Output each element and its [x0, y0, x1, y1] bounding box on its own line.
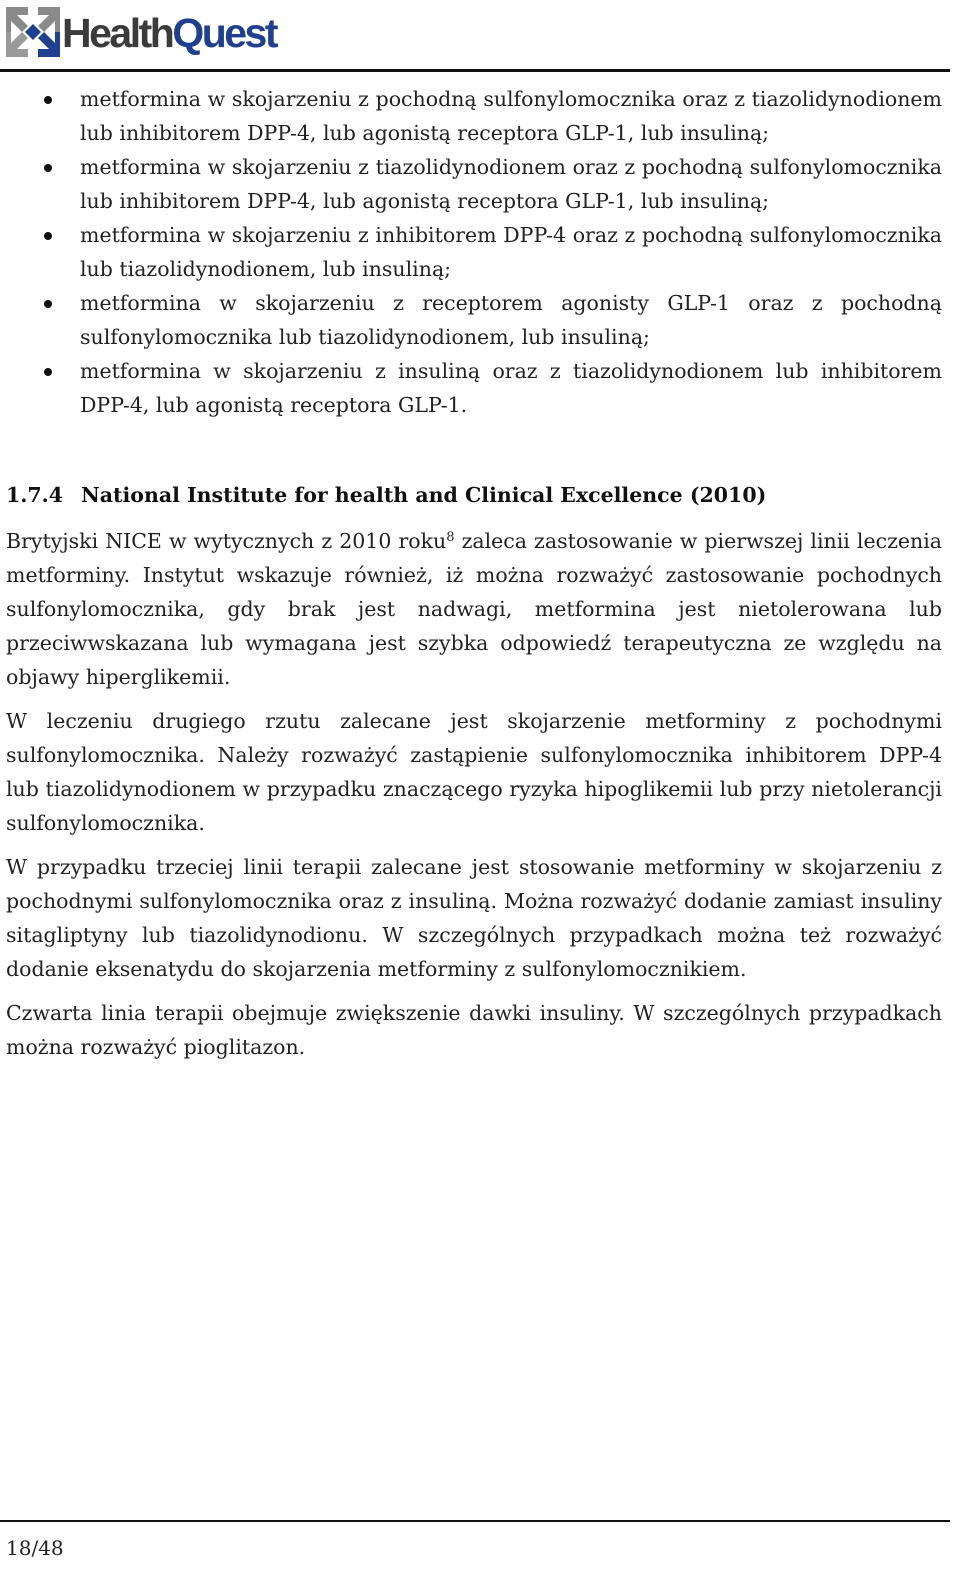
paragraph-2: W leczeniu drugiego rzutu zalecane jest skojarzenie metforminy z pochodnymi sulfonylomocznika. Należy rozważyć zastąpienie sulfonylomocznika inhibitorem DPP-4 lub tiazolidynodionem w przypadku znaczącego ryzyka hipoglikemii lub przy nietolerancji sulfonylomocznika.: [6, 709, 942, 835]
paragraph-1-start: Brytyjski NICE w wytycznych z 2010 roku: [6, 529, 447, 553]
page-header: [0, 0, 960, 72]
section-title: National Institute for health and Clinical Excellence (2010): [81, 483, 767, 507]
list-item: [6, 150, 942, 218]
list-item: [6, 82, 942, 150]
page-number: 18/48: [6, 1536, 64, 1560]
healthquest-logo: [4, 4, 276, 60]
logo-wordmark: [62, 9, 277, 56]
bullet-icon: [44, 368, 52, 376]
bullet-icon: [44, 232, 52, 240]
list-item-text: metformina w skojarzeniu z inhibitorem DPP-4 oraz z pochodną sulfonylomocznika lub tiazolidynodionem, lub insuliną;: [80, 223, 942, 281]
paragraph-4: Czwarta linia terapii obejmuje zwiększenie dawki insuliny. W szczególnych przypadkach można rozważyć pioglitazon.: [6, 1001, 942, 1059]
footer-divider: [0, 1520, 950, 1522]
header-divider: [0, 69, 950, 72]
four-arrow-cross-icon: [4, 5, 62, 59]
logo-quest-text: Quest: [172, 9, 277, 56]
list-item: [6, 354, 942, 422]
list-item: [6, 218, 942, 286]
list-item-text: metformina w skojarzeniu z insuliną oraz z tiazolidynodionem lub inhibitorem DPP-4, lub agonistą receptora GLP-1.: [80, 359, 942, 417]
paragraph-1-rest: zaleca zastosowanie w pierwszej linii leczenia metforminy. Instytut wskazuje również, iż można rozważyć zastosowanie pochodnych sulfonylomocznika, gdy brak jest nadwagi, metformina jest nietolerowana lub przeciwwskazana lub wymagana jest szybka odpowiedź terapeutyczna ze względu na objawy hiperglikemii.: [6, 529, 943, 689]
list-item-text: metformina w skojarzeniu z tiazolidynodionem oraz z pochodną sulfonylomocznika lub inhibitorem DPP-4, lub agonistą receptora GLP-1, lub insuliną;: [80, 155, 942, 213]
document-body: [6, 82, 942, 1064]
section-number: 1.7.4: [6, 483, 64, 507]
paragraph-3: W przypadku trzeciej linii terapii zalecane jest stosowanie metforminy w skojarzeniu z pochodnymi sulfonylomocznika oraz z insuliną. Można rozważyć dodanie zamiast insuliny sitagliptyny lub tiazolidynodionu. W szczególnych przypadkach można też rozważyć dodanie eksenatydu do skojarzenia metforminy z sulfonylomocznikiem.: [6, 855, 942, 981]
bullet-icon: [44, 300, 52, 308]
list-item: [6, 286, 942, 354]
paragraph-1: [6, 524, 942, 694]
footnote-reference[interactable]: 8: [446, 530, 455, 545]
list-item-text: metformina w skojarzeniu z pochodną sulfonylomocznika oraz z tiazolidynodionem lub inhibitorem DPP-4, lub agonistą receptora GLP-1, lub insuliną;: [80, 87, 942, 145]
bullet-list: [6, 82, 942, 422]
bullet-icon: [44, 164, 52, 172]
bullet-icon: [44, 96, 52, 104]
logo-health-text: Health: [62, 9, 173, 56]
list-item-text: metformina w skojarzeniu z receptorem agonisty GLP-1 oraz z pochodną sulfonylomocznika lub tiazolidynodionem, lub insuliną;: [80, 291, 942, 349]
section-heading: [6, 478, 942, 512]
